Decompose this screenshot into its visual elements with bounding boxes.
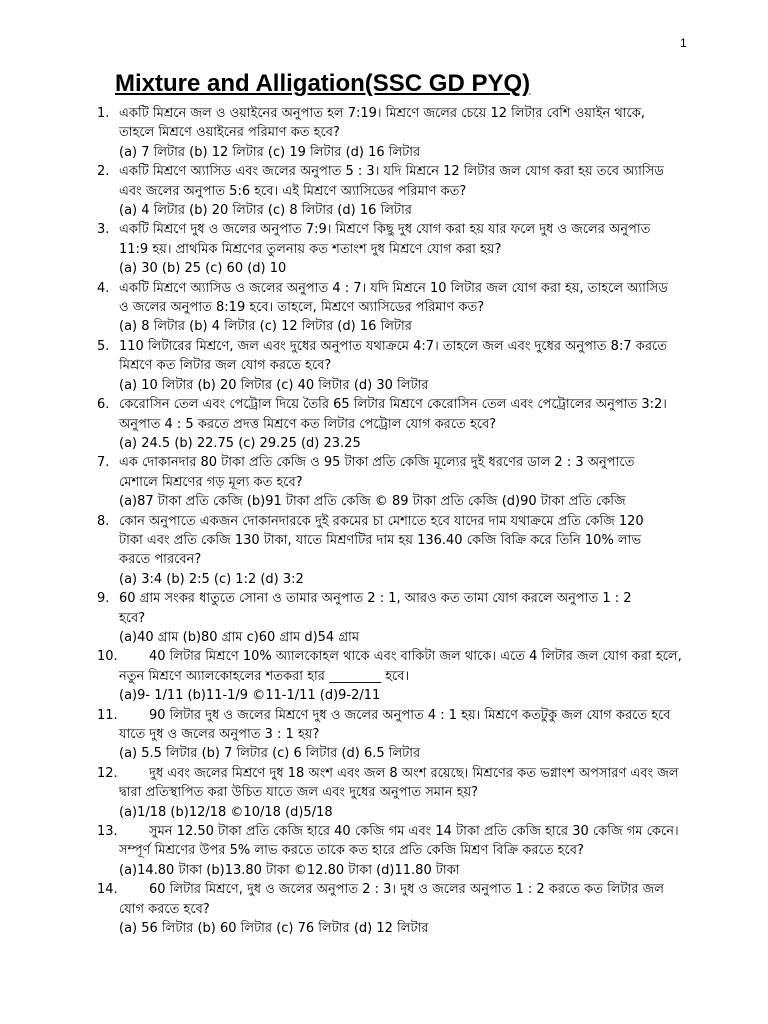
answer-options: (a) 8 লিটার (b) 4 লিটার (c) 12 লিটার (d) 16 লিটার: [119, 319, 412, 335]
answer-options: (a) 7 লিটার (b) 12 লিটার (c) 19 লিটার (d) 16 লিটার: [119, 144, 421, 160]
question-number: 14.: [97, 882, 118, 898]
answer-options: (a)1/18 (b)12/18 ©10/18 (d)5/18: [119, 804, 333, 820]
question-text: দুধ এবং জলের মিশ্রণে দুধ 18 অংশ এবং জল 8 অংশ রয়েছে। মিশ্রণের কত ভগ্নাংশ অপসারণ এবং জল: [149, 765, 679, 781]
question-number: 10.: [97, 649, 118, 665]
question-number: 5.: [97, 338, 110, 354]
answer-options: (a) 3:4 (b) 2:5 (c) 1:2 (d) 3:2: [119, 571, 304, 587]
question-text-continued: তাহলে মিশ্রণে ওয়াইনের পরিমাণ কত হবে?: [119, 125, 340, 141]
question-text: 40 লিটার মিশ্রণে 10% অ্যালকোহল থাকে এবং বাকিটা জল থাকে। এতে 4 লিটার জল যোগ করা হলে,: [149, 649, 682, 665]
answer-options: (a) 5.5 লিটার (b) 7 লিটার (c) 6 লিটার (d) 6.5 লিটার: [119, 746, 421, 762]
question-first-line: [97, 647, 697, 666]
question-text-continued: সম্পূর্ণ মিশ্রণের উপর 5% লাভ করতে তাকে কত হারে প্রতি কেজি মিশ্রণ বিক্রি করতে হবে?: [119, 843, 584, 859]
answer-options: (a)14.80 টাকা (b)13.80 টাকা ©12.80 টাকা (d)11.80 টাকা: [119, 862, 460, 878]
question-number: 4.: [97, 280, 110, 296]
question-text: একটি মিশ্রণে অ্যাসিড ও জলের অনুপাত 4 : 7। যদি মিশ্রনে 10 লিটার জল যোগ করা হয়, তাহলে অ্যাসিড: [119, 280, 668, 296]
question-text: কোন অনুপাতে একজন দোকানদারকে দুই রকমের চা মেশাতে হবে যাদের দাম যথাক্রমে প্রতি কেজি 120: [119, 513, 644, 529]
answer-options: (a)40 গ্রাম (b)80 গ্রাম c)60 গ্রাম d)54 গ্রাম: [119, 629, 360, 645]
question-first-line: [97, 104, 697, 123]
question-first-line: [97, 337, 697, 356]
question-first-line: [97, 822, 697, 841]
question-text: 110 লিটারের মিশ্রণে, জল এবং দুধের অনুপাত যথাক্রমে 4:7। তাহলে জল এবং দুধের অনুপাত 8:7 করতে: [119, 338, 667, 354]
question-text-continued: এবং জলের অনুপাত 5:6 হবে। এই মিশ্রণে অ্যাসিডের পরিমাণ কত?: [119, 183, 467, 199]
question-item: [97, 822, 697, 880]
question-text: 60 গ্রাম সংকর ধাতুতে সোনা ও তামার অনুপাত 2 : 1, আরও কত তামা যোগ করলে অনুপাত 1 : 2: [119, 591, 632, 607]
question-text: এক দোকানদার 80 টাকা প্রতি কেজি ও 95 টাকা প্রতি কেজি মূল্যের দুই ধরণের ডাল 2 : 3 অনুপাতে: [119, 455, 635, 471]
question-first-line: [97, 220, 697, 239]
question-text: একটি মিশ্রণে অ্যাসিড এবং জলের অনুপাত 5 : 3। যদি মিশ্রনে 12 লিটার জল যোগ করা হয় তবে অ্যাসিড: [119, 164, 664, 180]
question-item: [97, 220, 697, 278]
question-item: [97, 104, 697, 162]
answer-options: (a) 10 লিটার (b) 20 লিটার (c) 40 লিটার (d) 30 লিটার: [119, 377, 429, 393]
question-text-continued: ও জলের অনুপাত 8:19 হবে। তাহলে, মিশ্রণে অ্যাসিডের পরিমাণ কত?: [119, 300, 485, 316]
question-text-continued: করতে পারবেন?: [119, 552, 202, 568]
question-first-line: [97, 162, 697, 181]
answer-options: (a) 24.5 (b) 22.75 (c) 29.25 (d) 23.25: [119, 435, 361, 451]
question-text: 60 লিটার মিশ্রণে, দুধ ও জলের অনুপাত 2 : 3। দুধ ও জলের অনুপাত 1 : 2 করতে কত লিটার জল: [149, 882, 664, 898]
page-title: Mixture and Alligation(SSC GD PYQ): [115, 70, 531, 97]
question-first-line: [97, 395, 697, 414]
question-number: 7.: [97, 455, 110, 471]
question-first-line: [97, 764, 697, 783]
question-number: 13.: [97, 824, 118, 840]
question-text-continued: অনুপাত 4 : 5 করতে প্রদত্ত মিশ্রণে কত লিটার পেট্রোল যোগ করতে হবে?: [119, 416, 497, 432]
question-text-continued: নতুন মিশ্রণে অ্যালকোহলের শতকরা হার ________ হবে।: [119, 668, 410, 684]
answer-options: (a)9- 1/11 (b)11-1/9 ©11-1/11 (d)9-2/11: [119, 688, 381, 704]
question-text: কেরোসিন তেল এবং পেট্রোল দিয়ে তৈরি 65 লিটার মিশ্রণে কেরোসিন তেল এবং পেট্রোলের অনুপাত 3:2।: [119, 397, 667, 413]
question-number: 8.: [97, 513, 110, 529]
question-item: [97, 589, 697, 647]
question-item: [97, 395, 697, 453]
question-text-continued: হবে?: [119, 610, 146, 626]
question-text-continued: 11:9 হয়। প্রাথমিক মিশ্রণের তুলনায় কত শতাংশ দুধ মিশ্রণে যোগ করা হয়?: [119, 241, 502, 257]
question-number: 11.: [97, 707, 118, 723]
question-item: [97, 880, 697, 938]
question-text-continued: যাতে দুধ ও জলের অনুপাত 3 : 1 হয়?: [119, 727, 320, 742]
question-item: [97, 453, 697, 511]
question-text-continued: যোগ করতে হবে?: [119, 901, 210, 917]
question-item: [97, 512, 697, 590]
answer-options: (a) 4 লিটার (b) 20 লিটার (c) 8 লিটার (d) 16 লিটার: [119, 203, 412, 219]
question-item: [97, 162, 697, 220]
question-first-line: [97, 279, 697, 298]
answer-options: (a) 30 (b) 25 (c) 60 (d) 10: [119, 261, 287, 277]
answer-options: (a)87 টাকা প্রতি কেজি (b)91 টাকা প্রতি কেজি © 89 টাকা প্রতি কেজি (d)90 টাকা প্রতি কেজি: [119, 494, 626, 510]
question-number: 2.: [97, 164, 110, 180]
question-text: 90 লিটার দুধ ও জলের মিশ্রণে দুধ ও জলের অনুপাত 4 : 1 হয়। মিশ্রণে কতটুকু জল যোগ করতে হবে: [149, 707, 671, 723]
question-first-line: [97, 706, 697, 725]
question-text: সুমন 12.50 টাকা প্রতি কেজি হারে 40 কেজি গম এবং 14 টাকা প্রতি কেজি হারে 30 কেজি গম কেনে।: [149, 824, 679, 840]
question-text: একটি মিশ্রণে দুধ ও জলের অনুপাত 7:9। মিশ্রণে কিছু দুধ যোগ করা হয় যার ফলে দুধ ও জলের অনুপাত: [119, 222, 651, 238]
question-item: [97, 647, 697, 705]
question-text: একটি মিশ্রনে জল ও ওয়াইনের অনুপাত হল 7:19। মিশ্রণে জলের চেয়ে 12 লিটার বেশি ওয়াইন থাকে,: [119, 106, 646, 121]
question-first-line: [97, 453, 697, 472]
question-first-line: [97, 880, 697, 899]
question-first-line: [97, 512, 697, 531]
question-text-continued: মিশ্রণে কত লিটার জল যোগ করতে হবে?: [119, 358, 332, 374]
question-item: [97, 764, 697, 822]
question-list: [97, 104, 697, 938]
question-number: 9.: [97, 591, 110, 607]
question-number: 12.: [97, 765, 118, 781]
question-number: 1.: [97, 106, 110, 121]
page-number: 1: [680, 36, 687, 50]
question-text-continued: টাকা এবং প্রতি কেজি 130 টাকা, যাতে মিশ্রণটির দাম হয় 136.40 কেজি বিক্রি করে তিনি 10% লাভ: [119, 532, 642, 548]
question-text-continued: মেশালে মিশ্রণের গড় মূল্য কত হবে?: [119, 474, 303, 490]
question-text-continued: দ্বারা প্রতিস্থাপিত করা উচিত যাতে জল এবং দুধের অনুপাত সমান হয়?: [119, 785, 479, 801]
question-item: [97, 706, 697, 764]
question-number: 3.: [97, 222, 110, 238]
question-item: [97, 337, 697, 395]
question-number: 6.: [97, 397, 110, 413]
answer-options: (a) 56 লিটার (b) 60 লিটার (c) 76 লিটার (d) 12 লিটার: [119, 921, 429, 937]
question-first-line: [97, 589, 697, 608]
question-item: [97, 279, 697, 337]
